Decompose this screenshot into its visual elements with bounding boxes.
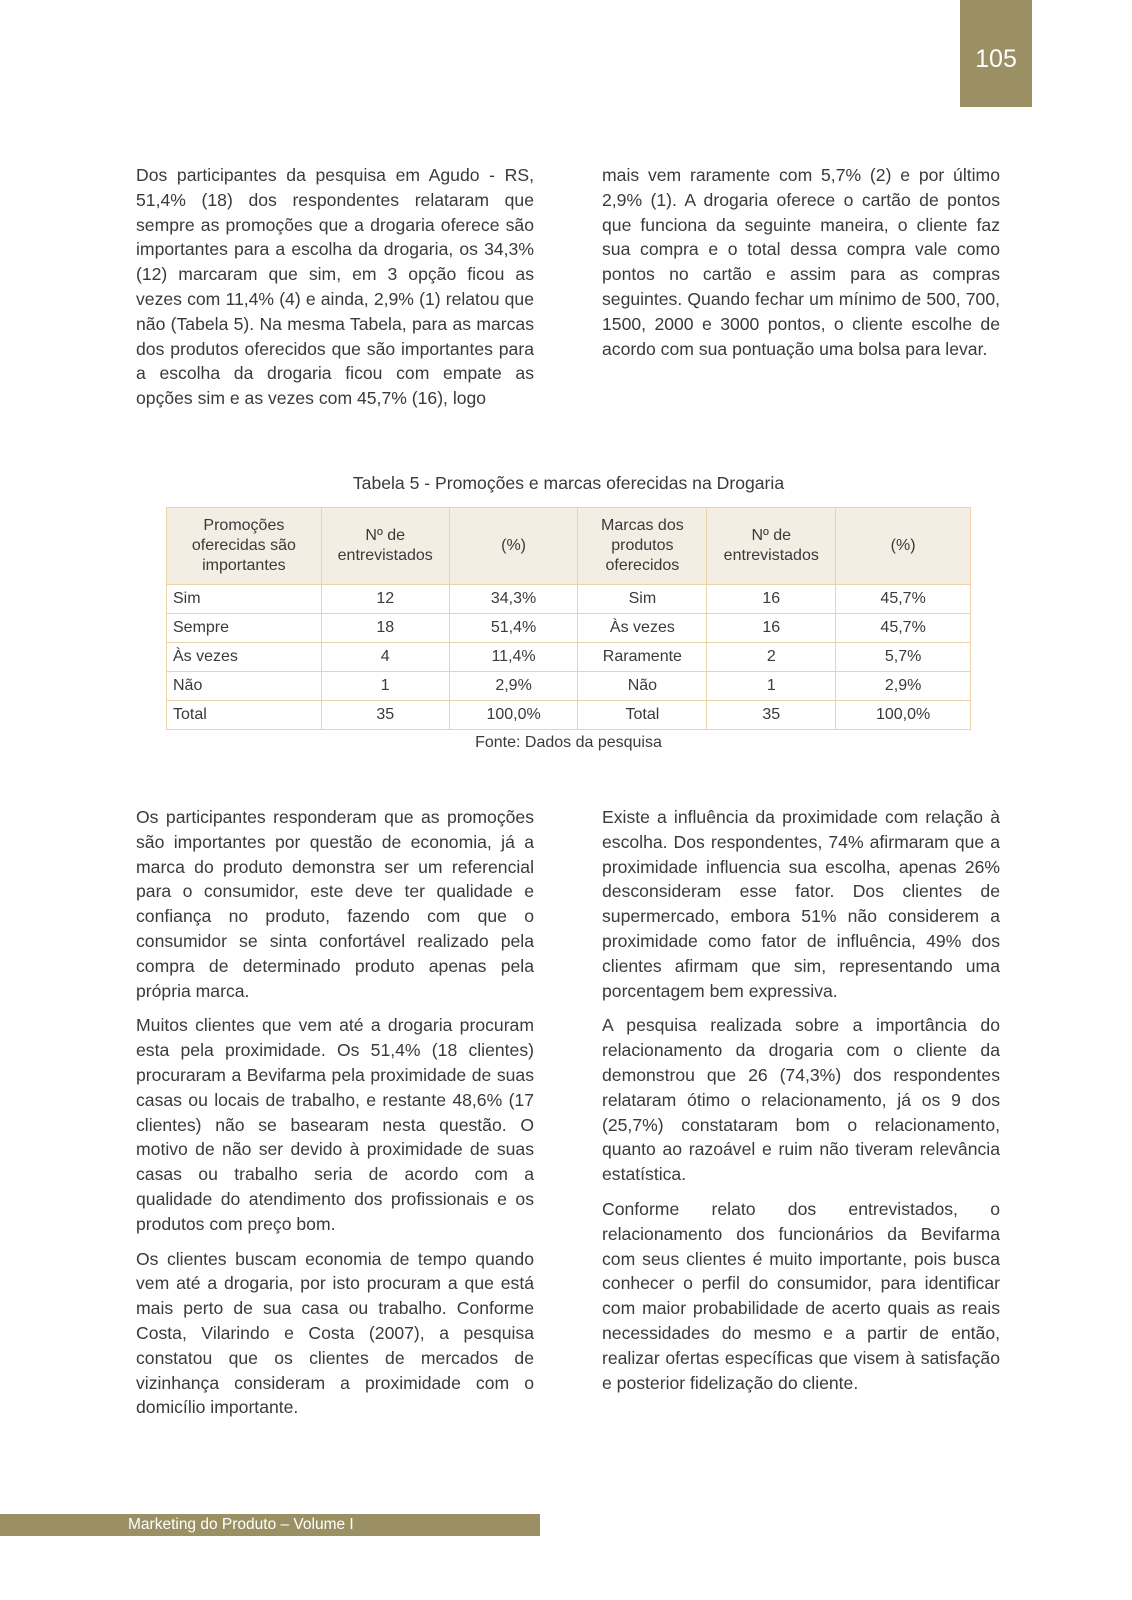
table-cell: 5,7%: [836, 643, 971, 672]
table-header-row: [167, 508, 971, 585]
table-cell: Total: [578, 701, 707, 730]
table-cell: 4: [321, 643, 449, 672]
table-row: [167, 701, 971, 730]
paragraph: Muitos clientes que vem até a drogaria procuram esta pela proximidade. Os 51,4% (18 clientes) procuraram a Bevifarma pela proximidade de suas casas ou locais de trabalho, e restante 48,6% (17 clientes) não se basearam nesta questão. O motivo de não ser devido à proximidade de suas casas ou trabalho seria de acordo com a qualidade do atendimento dos profissionais e os produtos com preço bom.: [136, 1015, 534, 1234]
table-caption: Tabela 5 - Promoções e marcas oferecidas na Drogaria: [352, 473, 785, 493]
table-row: [167, 585, 971, 614]
data-table: [166, 507, 971, 730]
table-cell: 18: [321, 614, 449, 643]
table-cell: Raramente: [578, 643, 707, 672]
column-header: Promoções oferecidas são importantes: [167, 508, 322, 585]
table-cell: 51,4%: [449, 614, 578, 643]
table-cell: 16: [707, 614, 836, 643]
column-header: Nº de entrevistados: [321, 508, 449, 585]
table-cell: Sim: [578, 585, 707, 614]
table-cell: 35: [707, 701, 836, 730]
table-cell: Às vezes: [578, 614, 707, 643]
table-source: Fonte: Dados da pesquisa: [475, 734, 662, 751]
paragraph: Os participantes responderam que as promoções são importantes por questão de economia, já a marca do produto demonstra ser um referencial para o consumidor, este deve ter qualidade e confiança no produto, fazendo com que o consumidor se sinta confortável realizado pela compra de determinado produto apenas pela própria marca.: [136, 807, 534, 1001]
text-column-bottom-right: [602, 805, 1000, 1405]
table-cell: 100,0%: [449, 701, 578, 730]
table-cell: 11,4%: [449, 643, 578, 672]
paragraph: A pesquisa realizada sobre a importância do relacionamento da drogaria com o cliente da demonstrou que 26 (74,3%) dos respondentes relataram ótimo o relacionamento, já os 9 dos (25,7%) constataram bom o relacionamento, quanto ao razoável e ruim não tiveram relevância estatística.: [602, 1015, 1000, 1185]
table-cell: Às vezes: [167, 643, 322, 672]
table-cell: Não: [167, 672, 322, 701]
text-column-top-left: [136, 163, 534, 421]
table-row: [167, 672, 971, 701]
text-column-bottom-left: [136, 805, 534, 1430]
table-cell: 1: [321, 672, 449, 701]
text-column-top-right: [602, 163, 1000, 371]
table-cell: 16: [707, 585, 836, 614]
table-row: [167, 614, 971, 643]
column-header: (%): [449, 508, 578, 585]
table-cell: 35: [321, 701, 449, 730]
table-cell: 2,9%: [836, 672, 971, 701]
table-cell: 45,7%: [836, 585, 971, 614]
page-number-tab: [960, 0, 1032, 107]
table-cell: 34,3%: [449, 585, 578, 614]
paragraph: Conforme relato dos entrevistados, o relacionamento dos funcionários da Bevifarma com seus clientes é muito importante, pois busca conhecer o perfil do consumidor, para identificar com maior probabilidade de acerto quais as reais necessidades do mesmo e a partir de então, realizar ofertas específicas que visem à satisfação e posterior fidelização do cliente.: [602, 1198, 1000, 1393]
paragraph: Os clientes buscam economia de tempo quando vem até a drogaria, por isto procuram a que está mais perto de sua casa ou trabalho. Conforme Costa, Vilarindo e Costa (2007), a pesquisa constatou que os clientes de mercados de vizinhança consideram a proximidade com o domicílio importante.: [136, 1248, 534, 1418]
table-cell: Total: [167, 701, 322, 730]
table-cell: Não: [578, 672, 707, 701]
paragraph: Dos participantes da pesquisa em Agudo - RS, 51,4% (18) dos respondentes relataram que sempre as promoções que a drogaria oferece são importantes para a escolha da drogaria, os 34,3% (12) marcaram que sim, em 3 opção ficou as vezes com 11,4% (4) e ainda, 2,9% (1) relatou que não (Tabela 5). Na mesma Tabela, para as marcas dos produtos oferecidos que são importantes para a escolha da drogaria ficou com empate as opções sim e as vezes com 45,7% (16), logo: [136, 165, 534, 409]
table-cell: Sim: [167, 585, 322, 614]
table-cell: 2,9%: [449, 672, 578, 701]
table-cell: 45,7%: [836, 614, 971, 643]
column-header: Marcas dos produtos oferecidos: [578, 508, 707, 585]
table-cell: Sempre: [167, 614, 322, 643]
table-cell: 2: [707, 643, 836, 672]
table-cell: 12: [321, 585, 449, 614]
paragraph: Existe a influência da proximidade com relação à escolha. Dos respondentes, 74% afirmaram que a proximidade influencia sua escolha, apenas 26% desconsideram esse fator. Dos clientes de supermercado, embora 51% não considerem a proximidade como fator de influência, 49% dos clientes afirmam que sim, representando uma porcentagem bem expressiva.: [602, 807, 1000, 1001]
table-cell: 1: [707, 672, 836, 701]
page-number: 105: [975, 45, 1017, 73]
table-row: [167, 643, 971, 672]
footer-title: Marketing do Produto – Volume I: [128, 1516, 354, 1533]
column-header: Nº de entrevistados: [707, 508, 836, 585]
paragraph: mais vem raramente com 5,7% (2) e por último 2,9% (1). A drogaria oferece o cartão de pontos que funciona da seguinte maneira, o cliente faz sua compra e o total dessa compra vale como pontos no cartão e assim para as compras seguintes. Quando fechar um mínimo de 500, 700, 1500, 2000 e 3000 pontos, o cliente escolhe de acordo com sua pontuação uma bolsa para levar.: [602, 165, 1000, 359]
footer-bar: [0, 1514, 540, 1536]
table-cell: 100,0%: [836, 701, 971, 730]
column-header: (%): [836, 508, 971, 585]
